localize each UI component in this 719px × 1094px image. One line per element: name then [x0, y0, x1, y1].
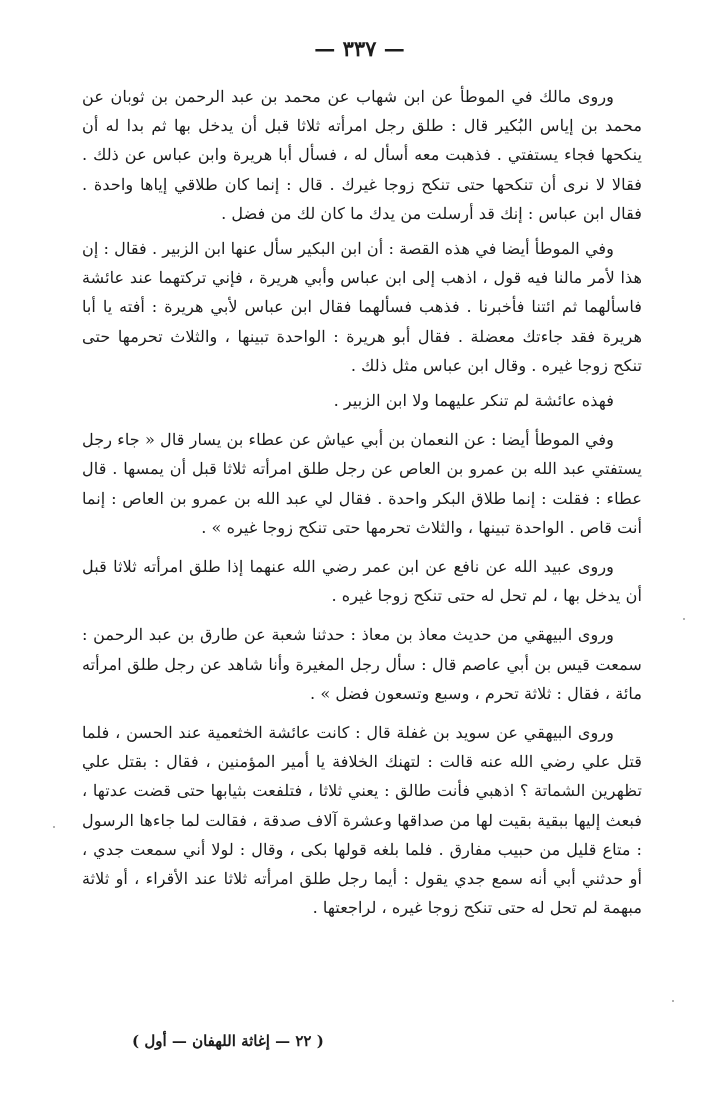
- paragraph-muwatta-ibn-shihab: وروى مالك في الموطأ عن ابن شهاب عن محمد بن عبد الرحمن بن ثوبان عن محمد بن إياس البُكير قال : طلق رجل امرأته ثلاثا قبل أن يدخل بها ثم بدا له أن ينكحها فجاء يستفتي . فذهبت معه أسأل له ، فسأل أبا هريرة وابن عباس عن ذلك . فقالا لا نرى أن تنكحها حتى تنكح زوجا غيرك . قال : إنما كان طلاقي إياها واحدة . فقال ابن عباس : إنك قد أرسلت من يدك ما كان لك من فضل .: [82, 87, 642, 223]
- paragraph-ubaydullah-nafi: وروى عبيد الله عن نافع عن ابن عمر رضي الله عنهما إذا طلق امرأته ثلاثا قبل أن يدخل بها ، لم تحل له حتى تنكح زوجا غيره .: [82, 557, 642, 606]
- scan-speck: [53, 826, 55, 828]
- paragraph-muwatta-ata: وفي الموطأ أيضا : عن النعمان بن أبي عياش عن عطاء بن يسار قال « جاء رجل يستفتي عبد الله بن عمرو بن العاص عن رجل طلق امرأته ثلاثا قبل أن يمسها . قال عطاء : فقلت : إنما طلاق البكر واحدة . فقال لي عبد الله بن عمرو بن العاص : إنما أنت قاص . الواحدة تبينها ، والثلاث تحرمها حتى تنكح زوجا غيره » .: [82, 430, 642, 537]
- paragraph-bayhaqi-muadh: وروى البيهقي من حديث معاذ بن معاذ : حدثنا شعبة عن طارق بن عبد الرحمن : سمعت قيس بن أبي عاصم قال : سأل رجل المغيرة وأنا شاهد عن رجل طلق امرأته مائة ، فقال : ثلاثة تحرم ، وسبع وتسعون فضل » .: [82, 625, 642, 703]
- paragraph-aisha-no-objection: فهذه عائشة لم تنكر عليهما ولا ابن الزبير .: [333, 391, 614, 411]
- paragraph-muwatta-ibn-zubayr: وفي الموطأ أيضا في هذه القصة : أن ابن البكير سأل عنها ابن الزبير . فقال : إن هذا لأمر مالنا فيه قول ، اذهب إلى ابن عباس وأبي هريرة ، فإني تركتهما عند عائشة فاسألهما ثم ائتنا فأخبرنا . فذهب فسألهما فقال ابن عباس لأبي هريرة : أفته يا أبا هريرة فقد جاءتك معضلة . فقال أبو هريرة : الواحدة تبينها ، والثلاث تحرمها حتى تنكح زوجا غيره . وقال ابن عباس مثل ذلك .: [82, 239, 642, 375]
- scan-speck: [672, 1000, 674, 1002]
- scan-speck: [683, 618, 685, 620]
- paragraph-bayhaqi-suwayd: وروى البيهقي عن سويد بن غفلة قال : كانت عائشة الخثعمية عند الحسن ، فلما قتل علي رضي الله عنه قالت : لتهنك الخلافة يا أمير المؤمنين ، فقال : بقتل علي تظهرين الشماتة ؟ اذهبي فأنت طالق : يعني ثلاثا ، فتلفعت بثيابها حتى قضت عدتها ، فبعث إليها ببقية بقيت لها من صداقها وعشرة آلاف صدقة ، فقالت لما جاءها الرسول : متاع قليل من حبيب مفارق . فلما بلغه قولها بكى ، وقال : لولا أني سمعت جدي ، أو حدثني أبي أنه سمع جدي يقول : أيما رجل طلق امرأته ثلاثا عند الأقراء ، أو ثلاثة مبهمة لم تحل له حتى تنكح زوجا غيره ، لراجعتها .: [82, 723, 642, 918]
- page-number: — ٣٣٧ —: [314, 36, 405, 61]
- page-footer-signature: ( ٢٢ — إغاثة اللهفان — أول ): [132, 1032, 324, 1050]
- body-text: [82, 82, 642, 928]
